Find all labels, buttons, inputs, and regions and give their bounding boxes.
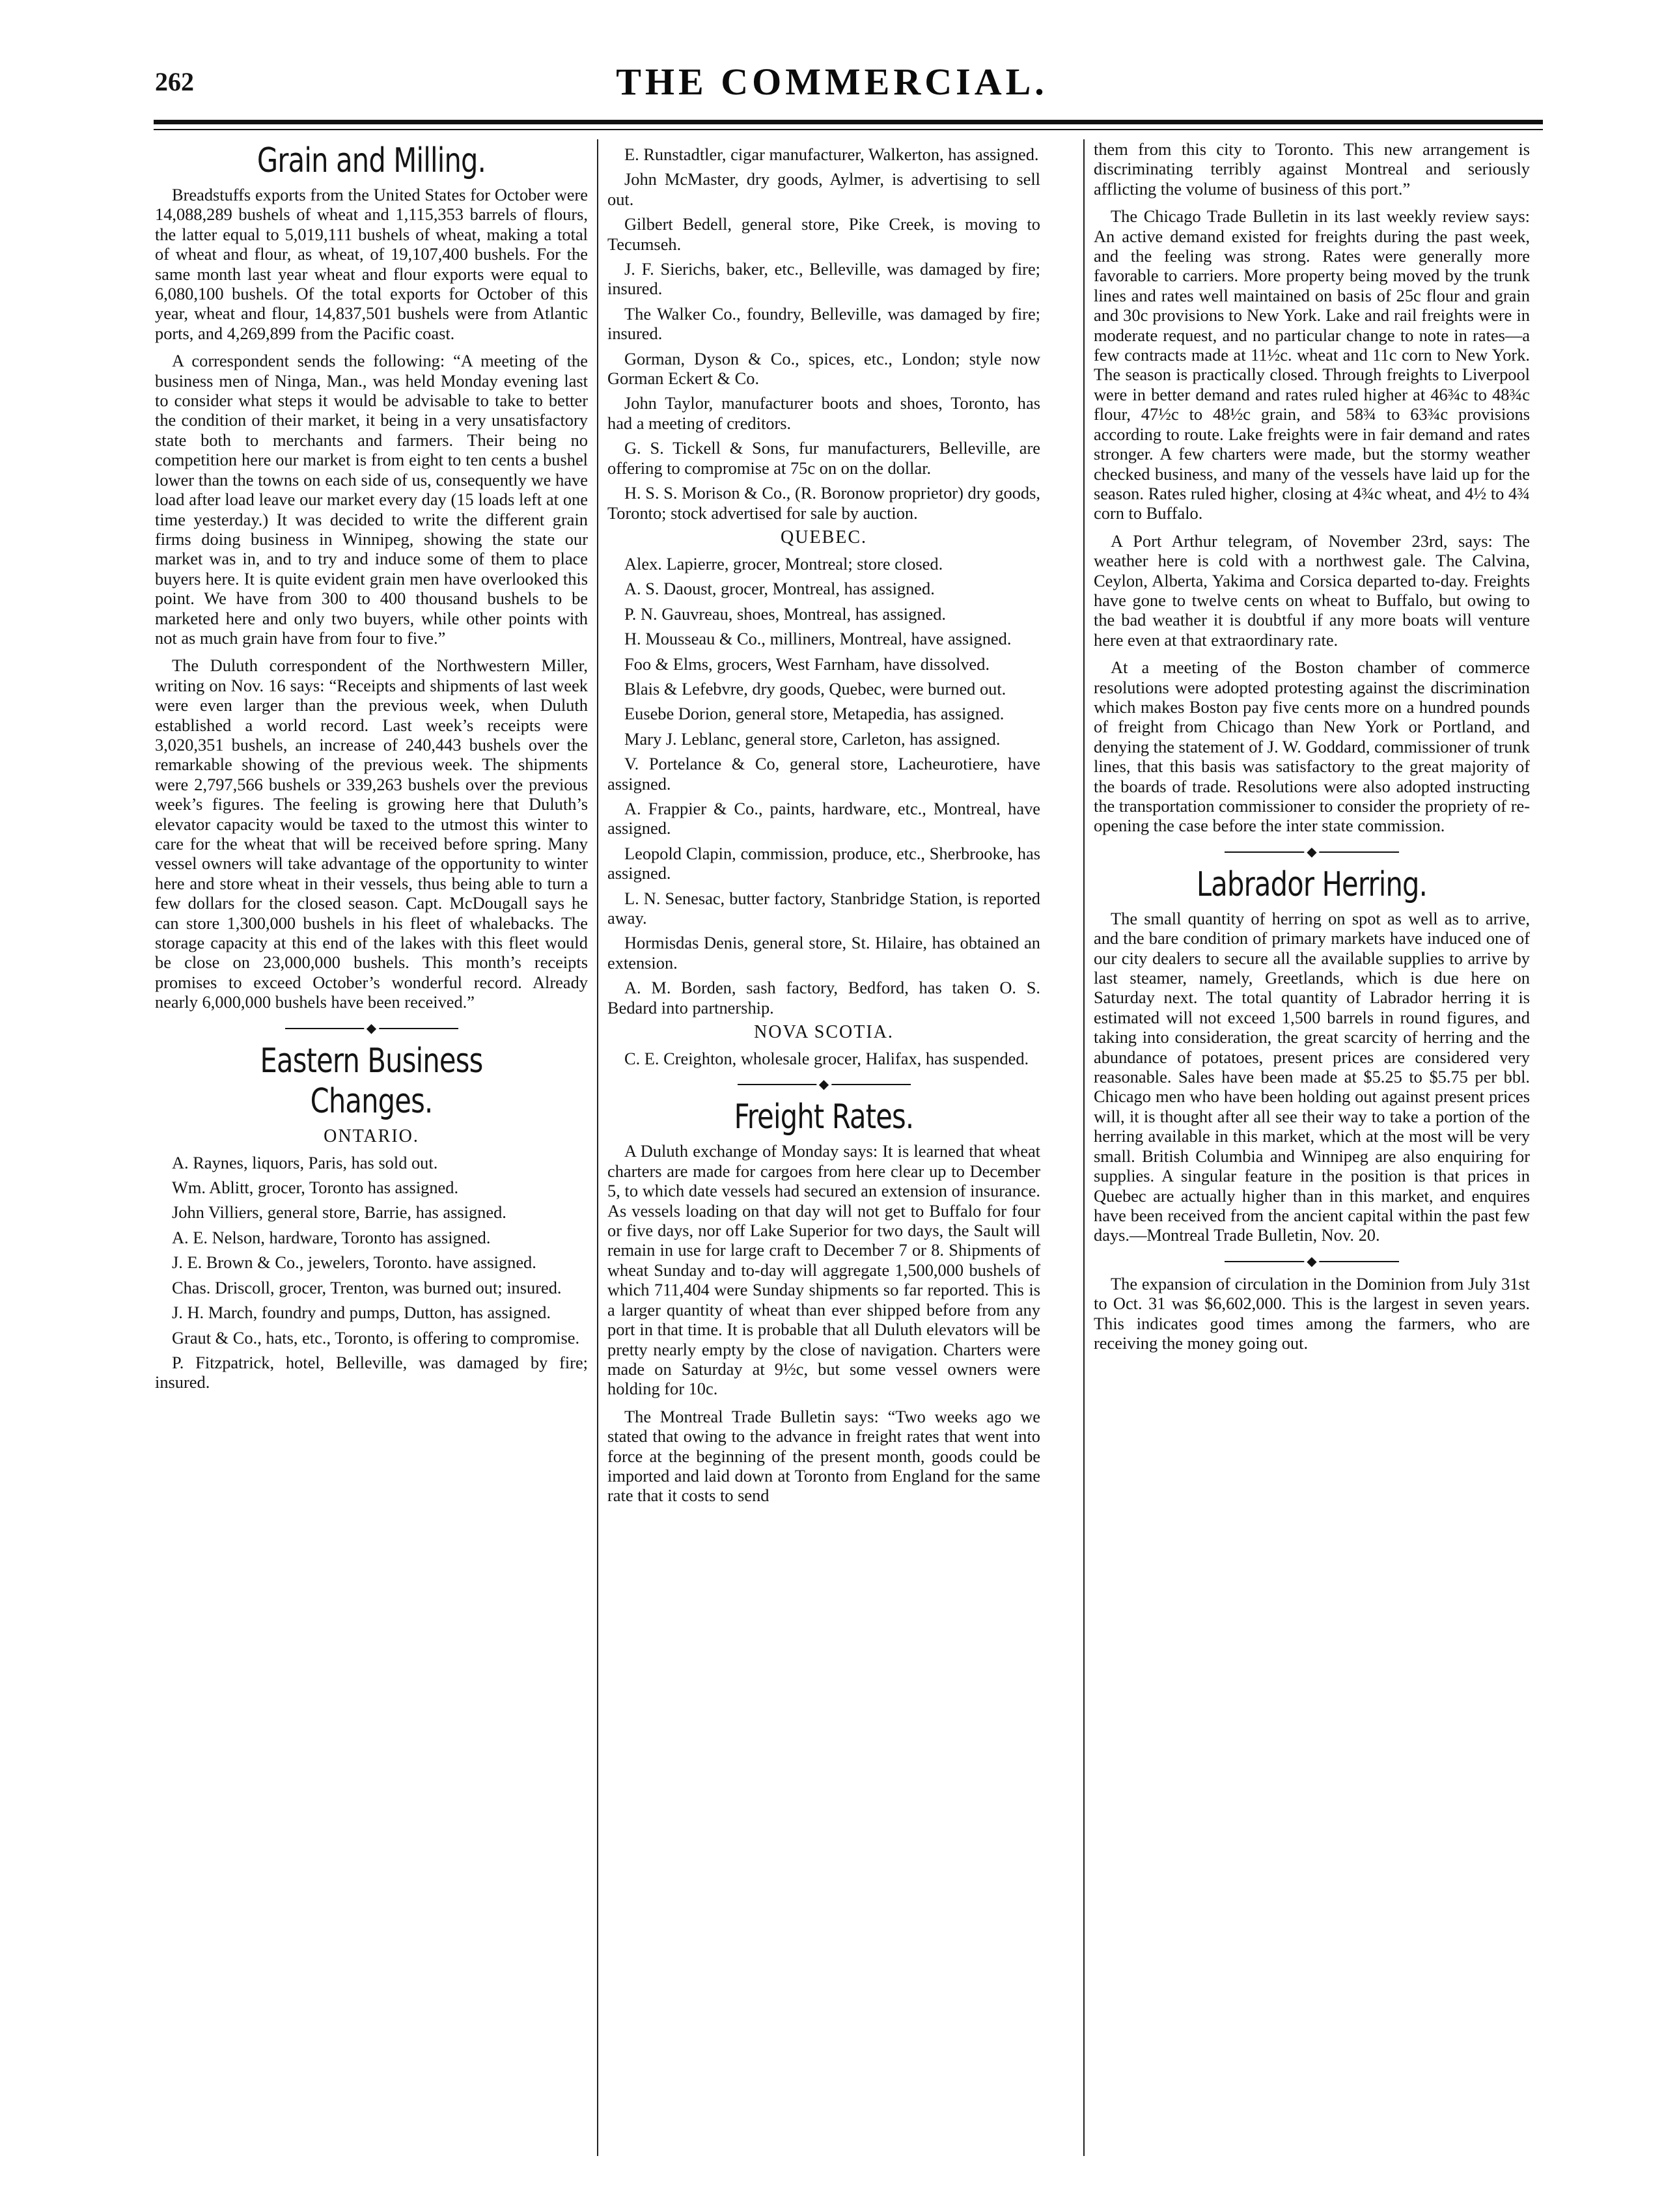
list-item: P. Fitzpatrick, hotel, Belleville, was damaged by fire; insured. (155, 1352, 588, 1392)
list-item: L. N. Senesac, butter factory, Stanbridge Station, is reported away. (607, 888, 1040, 928)
eastern-heading: Eastern Business Changes. (260, 1041, 483, 1121)
circulation-paragraph: The expansion of circulation in the Dominion from July 31st to Oct. 31 was $6,602,000. This is the largest in seven years. This indicates good times among the farmers, who are receiving the money going out. (1094, 1273, 1530, 1353)
freight-heading: Freight Rates. (734, 1098, 914, 1137)
list-item: H. Mousseau & Co., milliners, Montreal, have assigned. (624, 629, 1012, 649)
list-item: H. S. S. Morison & Co., (R. Boronow proprietor) dry goods, Toronto; stock advertised for sale by auction. (607, 483, 1040, 523)
masthead-rule-thick (154, 120, 1543, 124)
column-2 (607, 139, 1040, 2173)
column-3 (1094, 139, 1530, 2173)
list-item: Eusebe Dorion, general store, Metapedia, has assigned. (624, 704, 1005, 724)
list-item: Graut & Co., hats, etc., Toronto, is offering to compromise. (172, 1327, 580, 1348)
ontario-subhead: ONTARIO. (324, 1126, 419, 1146)
list-item: V. Portelance & Co, general store, Lacheurotiere, have assigned. (607, 754, 1040, 794)
list-item: Blais & Lefebvre, dry goods, Quebec, were burned out. (624, 678, 1006, 698)
list-item: Chas. Driscoll, grocer, Trenton, was burned out; insured. (172, 1277, 562, 1297)
freight-paragraph-4: A Port Arthur telegram, of November 23rd, says: The weather here is cold with a northwest gale. The Calvina, Ceylon, Alberta, Yakima and Corsica departed to-day. Freights have gone to twelve cents on wheat to Buffalo, but owing to the bad weather it is doubtful if any more boats will venture here even at that extraordinary rate. (1094, 531, 1530, 650)
list-item: J. F. Sierichs, baker, etc., Belleville, was damaged by fire; insured. (607, 259, 1040, 299)
grain-heading: Grain and Milling. (257, 141, 486, 180)
list-item: Hormisdas Denis, general store, St. Hilaire, has obtained an extension. (607, 933, 1040, 973)
freight-paragraph-1: A Duluth exchange of Monday says: It is learned that wheat charters are made for cargoes from here clear up to December 5, to which date vessels had secured an extension of insurance. As vessels loading on that day will not get to Buffalo for four or five days, nor off Lake Superior for two days, the Sault will remain in use for large craft to December 7 or 8. Shipments of wheat Sunday and to-day will aggregate 1,500,000 bushels of which 711,404 were Sunday shipments so far reported. This is a larger quantity of wheat than ever shipped before from any port in that time. It is probable that all Duluth elevators will be pretty nearly empty by the close of navigation. Charters were made on Saturday at 9½c, but some vessel owners were holding for 10c. (607, 1141, 1040, 1399)
section-separator (1094, 844, 1530, 861)
freight-paragraph-2-continued: them from this city to Toronto. This new arrangement is discriminating terribly against Montreal and seriously afflicting the volume of business of this port.” (1094, 139, 1530, 199)
list-item: Gilbert Bedell, general store, Pike Creek, is moving to Tecumseh. (607, 214, 1040, 254)
list-item: John Villiers, general store, Barrie, has assigned. (172, 1202, 506, 1223)
section-separator (1094, 1253, 1530, 1270)
nova-scotia-subhead: NOVA SCOTIA. (754, 1022, 894, 1043)
freight-paragraph-5: At a meeting of the Boston chamber of commerce resolutions were adopted protesting against the discrimination which makes Boston pay five cents more on a hundred pounds of freight from Chicago than New York or Portland, and denying the statement of J. W. Goddard, commissioner of trunk lines, that this basis was satisfactory to the great majority of the boards of trade. Resolutions were also adopted instructing the transportation commissioner to consider the propriety of re-opening the case before the inter state commission. (1094, 657, 1530, 836)
column-divider-2 (1083, 139, 1085, 2156)
masthead: THE COMMERCIAL. (616, 61, 1048, 103)
list-item: Foo & Elms, grocers, West Farnham, have dissolved. (624, 654, 990, 674)
masthead-rule-thin (154, 129, 1543, 130)
list-item: Gorman, Dyson & Co., spices, etc., London; style now Gorman Eckert & Co. (607, 348, 1040, 389)
labrador-paragraph-1: The small quantity of herring on spot as well as to arrive, and the bare condition of primary markets have induced one of our city dealers to secure all the available supplies to arrive by last steamer, namely, Greetlands, which is due here on Saturday next. The total quantity of Labrador herring it is estimated will not exceed 1,500 barrels in round figures, and taking into consideration, the great scarcity of herring and the abundance of potatoes, present prices are considered very reasonable. Sales have been made at $5.25 to $5.75 per bbl. Chicago men who have been holding out against present prices will, it is thought after all see their way to take a portion of the herring available in this market, which at the most will be very small. British Columbia and Winnipeg are also enquiring for supplies. A singular feature in the position is that prices in Quebec are actually higher than in this market, and enquires have been received from the ancient capital within the past few days.—Montreal Trade Bulletin, Nov. 20. (1094, 908, 1530, 1245)
list-item: C. E. Creighton, wholesale grocer, Halifax, has suspended. (624, 1049, 1029, 1069)
list-item: The Walker Co., foundry, Belleville, was damaged by fire; insured. (607, 303, 1040, 344)
list-item: J. H. March, foundry and pumps, Dutton, has assigned. (172, 1303, 551, 1323)
grain-paragraph-3: The Duluth correspondent of the Northwestern Miller, writing on Nov. 16 says: “Receipts and shipments of last week were even larger than the previous week, when Duluth established a world record. Last week’s receipts were 3,020,351 bushels, an increase of 240,443 bushels over the remarkable showing of the previous week. The shipments were 2,797,566 bushels or 339,263 bushels over the previous week’s figures. The feeling is growing here that Duluth’s elevator capacity would be taxed to the utmost this winter to care for the wheat that will be received before spring. Many vessel owners will take advantage of the opportunity to winter here and store wheat in their vessels, thus being able to turn a few dollars for the closed season. Capt. McDougall says he can store 1,300,000 bushels in his fleet of whalebacks. The storage capacity at this end of the lakes with this fleet would be close on 23,000,000 bushels. This month’s receipts promises to exceed October’s wonderful record. Already nearly 6,000,000 bushels have been received.” (155, 656, 588, 1012)
list-item: John Taylor, manufacturer boots and shoes, Toronto, has had a meeting of creditors. (607, 393, 1040, 433)
list-item: A. Frappier & Co., paints, hardware, etc., Montreal, have assigned. (607, 798, 1040, 838)
freight-paragraph-2: The Montreal Trade Bulletin says: “Two weeks ago we stated that owing to the advance in freight rates that went into force at the beginning of the present month, goods could be imported and laid down at Toronto from England for the same rate that it costs to send (607, 1406, 1040, 1506)
list-item: A. E. Nelson, hardware, Toronto has assigned. (172, 1227, 491, 1247)
section-separator (607, 1076, 1040, 1093)
page-number: 262 (155, 67, 194, 96)
list-item: Mary J. Leblanc, general store, Carleton, has assigned. (624, 728, 1001, 749)
list-item: G. S. Tickell & Sons, fur manufacturers, Belleville, are offering to compromise at 75c on on the dollar. (607, 438, 1040, 478)
list-item: A. S. Daoust, grocer, Montreal, has assigned. (624, 579, 935, 599)
column-1 (155, 139, 588, 2173)
section-separator (155, 1020, 588, 1037)
list-item: Wm. Ablitt, grocer, Toronto has assigned. (172, 1178, 459, 1198)
quebec-subhead: QUEBEC. (781, 527, 867, 547)
list-item: John McMaster, dry goods, Aylmer, is advertising to sell out. (607, 169, 1040, 209)
list-item: Alex. Lapierre, grocer, Montreal; store closed. (624, 553, 943, 574)
column-divider-1 (597, 139, 598, 2156)
list-item: A. M. Borden, sash factory, Bedford, has taken O. S. Bedard into partnership. (607, 978, 1040, 1017)
list-item: A. Raynes, liquors, Paris, has sold out. (172, 1152, 438, 1172)
list-item: E. Runstadtler, cigar manufacturer, Walkerton, has assigned. (624, 145, 1039, 164)
grain-paragraph-2: A correspondent sends the following: “A meeting of the business men of Ninga, Man., was held Monday evening last to consider what steps it would be advisable to take to better the condition of their market, it being in a very unsatisfactory state both to merchants and farmers. Their being no competition here our market is from eight to ten cents a bushel lower than the towns on each side of us, consequently we have load after load leave our market every day (15 loads left at one time yesterday.) It was decided to write the different grain firms doing business in Winnipeg, showing the state our market was in, and to try and induce some of them to place buyers here. It is quite evident grain men have overlooked this point. We have from 300 to 400 thousand bushels to be marketed here and only two buyers, while other points with not as much grain have from four to five.” (155, 351, 588, 648)
list-item: P. N. Gauvreau, shoes, Montreal, has assigned. (624, 603, 946, 624)
list-item: J. E. Brown & Co., jewelers, Toronto. have assigned. (172, 1252, 536, 1273)
labrador-heading: Labrador Herring. (1196, 864, 1428, 904)
list-item: Leopold Clapin, commission, produce, etc., Sherbrooke, has assigned. (607, 843, 1040, 883)
freight-paragraph-3: The Chicago Trade Bulletin in its last weekly review says: An active demand existed for freights during the past week, and the feeling was strong. Rates were generally more favorable to carriers. More property being moved by the trunk lines and rates well maintained on basis of 25c flour and grain and 30c provisions to New York. Lake and rail freights were in moderate request, and no particular change to note in rates—a few contracts made at 11½c. wheat and 11c corn to New York. The season is practically closed. Through freights to Liverpool were in better demand and rates ruled higher at 46¾c to 48¾c flour, 47½c to 48½c grain, and 58¾ to 63¾c provisions according to route. Lake freights were in fair demand and rates stronger. A few charters were made, but the stormy weather checked business, and many of the vessels have laid up for the season. Rates ruled higher, closing at 4¾c wheat, and 4½ to 4¾ corn to Buffalo. (1094, 206, 1530, 523)
grain-paragraph-1: Breadstuffs exports from the United States for October were 14,088,289 bushels of wheat and 1,115,353 barrels of flours, the latter equal to 5,019,111 bushels of wheat, making a total of wheat and flour, as wheat, of 19,107,400 bushels. For the same month last year wheat and flour exports were equal to 6,080,100 bushels. Of the total exports for October of this year, wheat and flour, 14,837,501 bushels were from Atlantic ports, and 4,269,899 from the Pacific coast. (155, 185, 588, 343)
